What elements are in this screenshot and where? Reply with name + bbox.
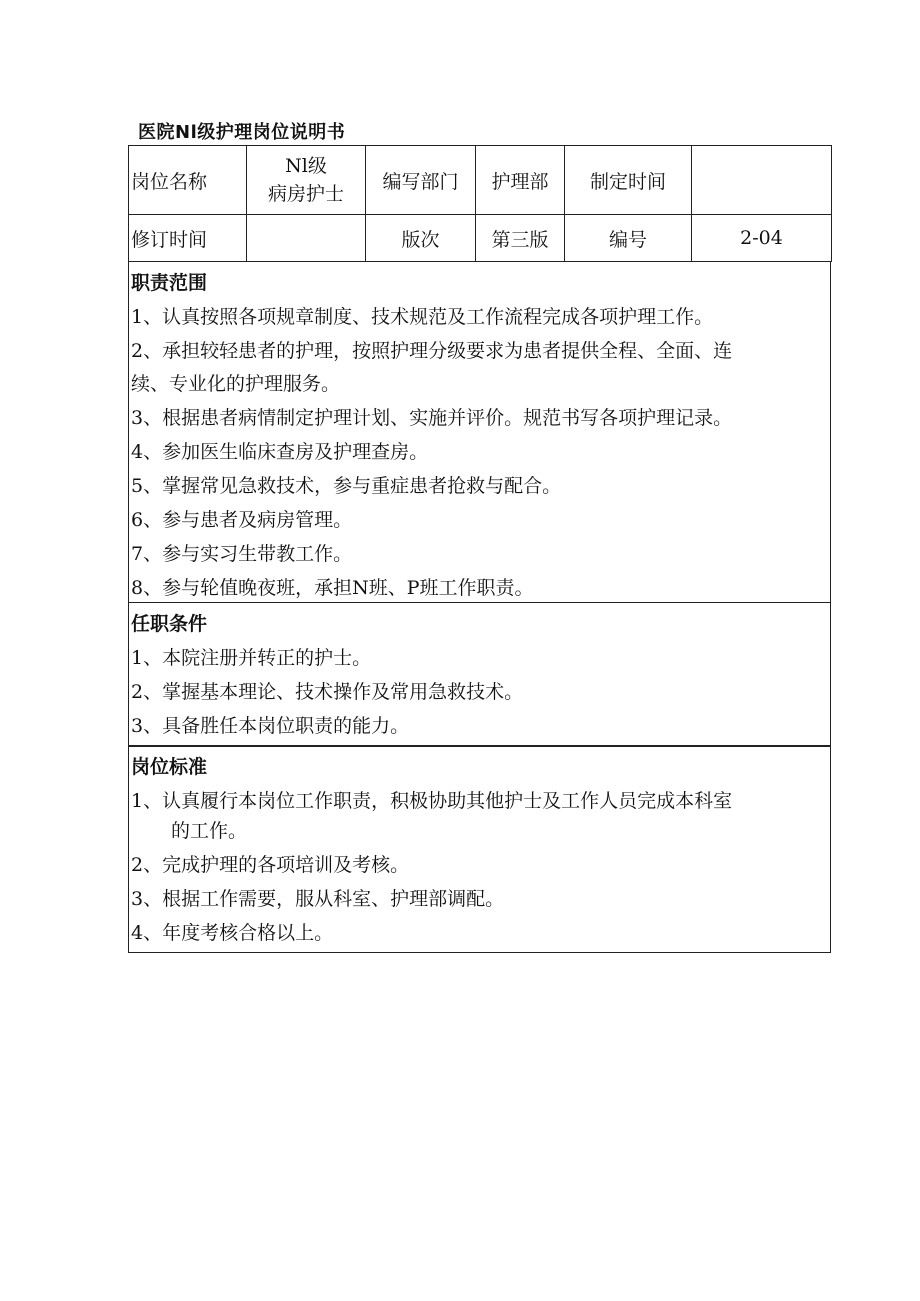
revise-label: 修订时间	[129, 215, 247, 262]
standard-item-continued: 的工作。	[171, 820, 248, 842]
post-name-value-line2: 病房护士	[267, 183, 344, 205]
header-table	[128, 145, 832, 262]
version-label: 版次	[366, 215, 476, 262]
header-row-1	[129, 146, 832, 215]
number-value: 2-04	[692, 215, 832, 262]
date-label: 制定时间	[565, 146, 692, 215]
post-name-value	[247, 146, 366, 215]
duties-heading: 职责范围	[131, 272, 208, 294]
duties-section	[128, 262, 831, 603]
document-title: 医院Nl级护理岗位说明书	[138, 122, 346, 143]
number-label: 编号	[565, 215, 692, 262]
standard-item: 2、完成护理的各项培训及考核。	[131, 854, 410, 876]
duty-item: 3、根据患者病情制定护理计划、实施并评价。规范书写各项护理记录。	[131, 407, 733, 429]
standard-item: 4、年度考核合格以上。	[131, 922, 334, 944]
header-row-2	[129, 215, 832, 262]
dept-value: 护理部	[476, 146, 565, 215]
standards-heading: 岗位标准	[131, 756, 208, 778]
standard-item: 1、认真履行本岗位工作职责，积极协助其他护士及工作人员完成本科室	[131, 790, 733, 812]
duty-item-continued: 续、专业化的护理服务。	[131, 373, 341, 395]
requirement-item: 3、具备胜任本岗位职责的能力。	[131, 715, 410, 737]
requirements-section	[128, 602, 831, 747]
post-name-label: 岗位名称	[129, 146, 247, 215]
post-name-value-line1: Nl级	[285, 155, 327, 177]
duty-item: 7、参与实习生带教工作。	[131, 543, 353, 565]
date-value	[692, 146, 832, 215]
duty-item: 6、参与患者及病房管理。	[131, 509, 353, 531]
duty-item: 2、承担较轻患者的护理，按照护理分级要求为患者提供全程、全面、连	[131, 340, 733, 362]
dept-label: 编写部门	[366, 146, 476, 215]
duty-item: 5、掌握常见急救技术，参与重症患者抢救与配合。	[131, 475, 562, 497]
duty-item: 1、认真按照各项规章制度、技术规范及工作流程完成各项护理工作。	[131, 306, 714, 328]
duty-item: 8、参与轮值晚夜班，承担N班、P班工作职责。	[131, 577, 534, 599]
requirement-item: 2、掌握基本理论、技术操作及常用急救技术。	[131, 681, 524, 703]
version-value: 第三版	[476, 215, 565, 262]
duty-item: 4、参加医生临床查房及护理查房。	[131, 441, 429, 463]
revise-value	[247, 215, 366, 262]
requirements-heading: 任职条件	[131, 613, 208, 635]
standard-item: 3、根据工作需要，服从科室、护理部调配。	[131, 888, 505, 910]
standards-section	[128, 745, 831, 953]
requirement-item: 1、本院注册并转正的护士。	[131, 647, 372, 669]
